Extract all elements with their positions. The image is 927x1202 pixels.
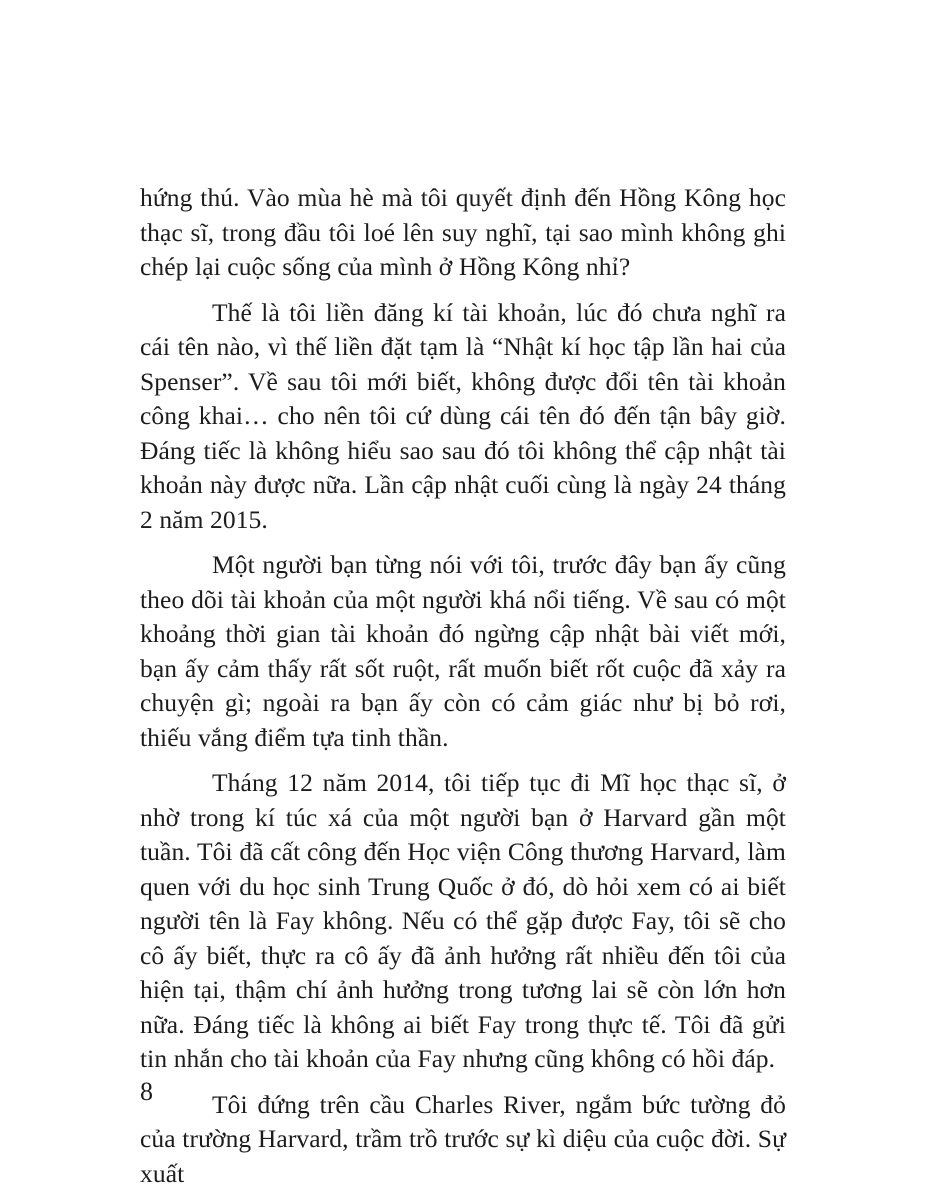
page-text-block [140, 181, 786, 1202]
paragraph: Một người bạn từng nói với tôi, trước đây bạn ấy cũng theo dõi tài khoản của một người khá nổi tiếng. Về sau có một khoảng thời gian tài khoản đó ngừng cập nhật bài viết mới, bạn ấy cảm thấy rất sốt ruột, rất muốn biết rốt cuộc đã xảy ra chuyện gì; ngoài ra bạn ấy còn có cảm giác như bị bỏ rơi, thiếu vắng điểm tựa tinh thần. [140, 550, 786, 752]
paragraph: Thế là tôi liền đăng kí tài khoản, lúc đó chưa nghĩ ra cái tên nào, vì thế liền đặt tạm là “Nhật kí học tập lần hai của Spenser”. Về sau tôi mới biết, không được đổi tên tài khoản công khai… cho nên tôi cứ dùng cái tên đó đến tận bây giờ. Đáng tiếc là không hiểu sao sau đó tôi không thể cập nhật tài khoản này được nữa. Lần cập nhật cuối cùng là ngày 24 tháng 2 năm 2015. [140, 297, 786, 534]
paragraph: Tháng 12 năm 2014, tôi tiếp tục đi Mĩ học thạc sĩ, ở nhờ trong kí túc xá của một người bạn ở Harvard gần một tuần. Tôi đã cất công đến Học viện Công thương Harvard, làm quen với du học sinh Trung Quốc ở đó, dò hỏi xem có ai biết người tên là Fay không. Nếu có thể gặp được Fay, tôi sẽ cho cô ấy biết, thực ra cô ấy đã ảnh hưởng rất nhiều đến tôi của hiện tại, thậm chí ảnh hưởng trong tương lai sẽ còn lớn hơn nữa. Đáng tiếc là không ai biết Fay trong thực tế. Tôi đã gửi tin nhắn cho tài khoản của Fay nhưng cũng không có hồi đáp. [140, 768, 786, 1073]
paragraph: Tôi đứng trên cầu Charles River, ngắm bức tường đỏ của trường Harvard, trầm trồ trước sự kì diệu của cuộc đời. Sự xuất [140, 1089, 786, 1188]
paragraph-continuation: hứng thú. Vào mùa hè mà tôi quyết định đến Hồng Kông học thạc sĩ, trong đầu tôi loé lên suy nghĩ, tại sao mình không ghi chép lại cuộc sống của mình ở Hồng Kông nhỉ? [140, 183, 786, 281]
page-number: 8 [140, 1077, 153, 1106]
